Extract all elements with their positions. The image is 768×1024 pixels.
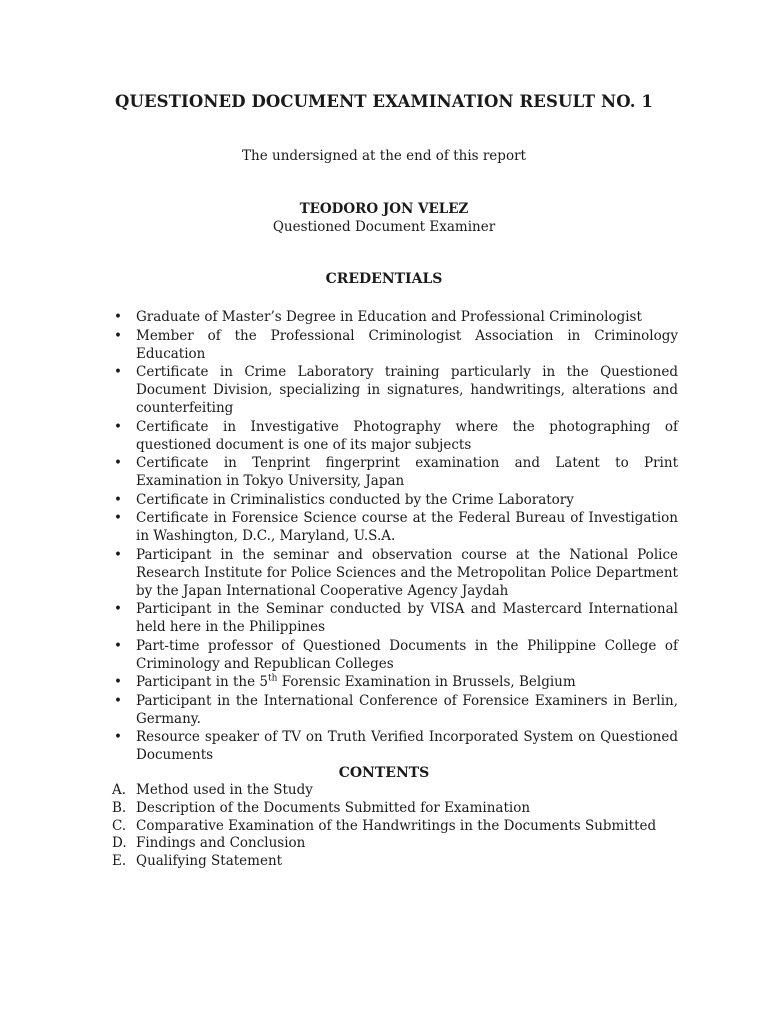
credential-text: Certificate in Forensice Science course at the Federal Bureau of Investigation in Washington, D.C., Maryland, U.S.A. (136, 510, 678, 544)
credential-text: Certificate in Tenprint fingerprint examination and Latent to Print Examination in Tokyo University, Japan (136, 455, 678, 489)
bullet-icon: • (114, 637, 122, 654)
credential-text: Part-time professor of Questioned Documents in the Philippine College of Criminology and Republican Colleges (136, 637, 678, 672)
credential-text: Participant in the seminar and observation course at the National Police Research Institute for Police Sciences and the Metropolitan Police Department by the Japan International Cooperative Agency Jaydah (136, 546, 678, 599)
bullet-icon: • (114, 674, 122, 690)
credential-item (112, 363, 678, 417)
contents-item (112, 782, 678, 800)
credential-item (112, 454, 678, 490)
credential-item (112, 637, 678, 673)
bullet-icon: • (114, 309, 122, 325)
bullet-icon: • (114, 601, 122, 617)
credential-item (112, 673, 678, 691)
credentials-heading: CREDENTIALS (325, 271, 443, 287)
credential-text: Certificate in Criminalistics conducted by the Crime Laboratory (136, 491, 574, 508)
bullet-icon: • (114, 455, 122, 471)
bullet-icon: • (114, 692, 122, 709)
credential-item (112, 418, 678, 454)
contents-item (112, 818, 678, 836)
credential-text: Graduate of Master’s Degree in Education and Professional Criminologist (136, 309, 642, 325)
credential-item (112, 600, 678, 636)
credential-item (112, 692, 678, 728)
credential-text: Member of the Professional Criminologist Association in Criminology Education (136, 327, 678, 362)
credential-text: Participant in the Seminar conducted by VISA and Mastercard International held here in the Philippines (136, 601, 678, 635)
bullet-icon: • (114, 327, 122, 344)
credential-item (112, 546, 678, 600)
credential-text: Certificate in Investigative Photography where the photographing of questioned document is one of its major subjects (136, 418, 678, 453)
contents-text: Comparative Examination of the Handwritings in the Documents Submitted (136, 817, 657, 834)
contents-heading: CONTENTS (338, 765, 430, 781)
credential-item (112, 308, 678, 326)
contents-item (112, 853, 678, 871)
bullet-icon: • (114, 729, 122, 745)
bullet-icon: • (114, 510, 122, 526)
bullet-icon: • (114, 491, 122, 508)
contents-letter: C. (112, 817, 127, 834)
contents-item (112, 835, 678, 853)
contents-text: Findings and Conclusion (136, 835, 306, 852)
credential-item (112, 728, 678, 764)
bullet-icon: • (114, 418, 122, 435)
contents-item (112, 800, 678, 818)
credential-text: Resource speaker of TV on Truth Verified Incorporated System on Questioned Documents (136, 729, 678, 763)
examiner-name: TEODORO JON VELEZ (299, 201, 469, 217)
credential-item (112, 509, 678, 545)
contents-list (112, 782, 678, 871)
contents-letter: A. (112, 782, 127, 798)
credential-item (112, 327, 678, 363)
credentials-list (112, 308, 678, 765)
contents-text: Qualifying Statement (136, 853, 283, 870)
bullet-icon: • (114, 364, 122, 380)
contents-text: Method used in the Study (136, 782, 313, 798)
bullet-icon: • (114, 546, 122, 563)
contents-letter: B. (112, 799, 127, 816)
ordinal-suffix: th (268, 673, 278, 684)
credential-text-start: Participant in the 5 (136, 674, 268, 690)
intro-text: The undersigned at the end of this report (242, 148, 526, 164)
credential-text: Certificate in Crime Laboratory training particularly in the Questioned Document Division, specializing in signatures, handwritings, alterations and counterfeiting (136, 364, 678, 416)
credential-text-end: Forensic Examination in Brussels, Belgium (277, 674, 576, 690)
contents-text: Description of the Documents Submitted for Examination (136, 799, 531, 816)
credential-item (112, 491, 678, 509)
contents-letter: D. (112, 835, 127, 852)
contents-letter: E. (112, 853, 127, 870)
document-title: QUESTIONED DOCUMENT EXAMINATION RESULT NO. 1 (115, 92, 653, 111)
credential-text: Participant in the International Conference of Forensice Examiners in Berlin, Germany. (136, 692, 678, 727)
examiner-role: Questioned Document Examiner (272, 219, 496, 235)
